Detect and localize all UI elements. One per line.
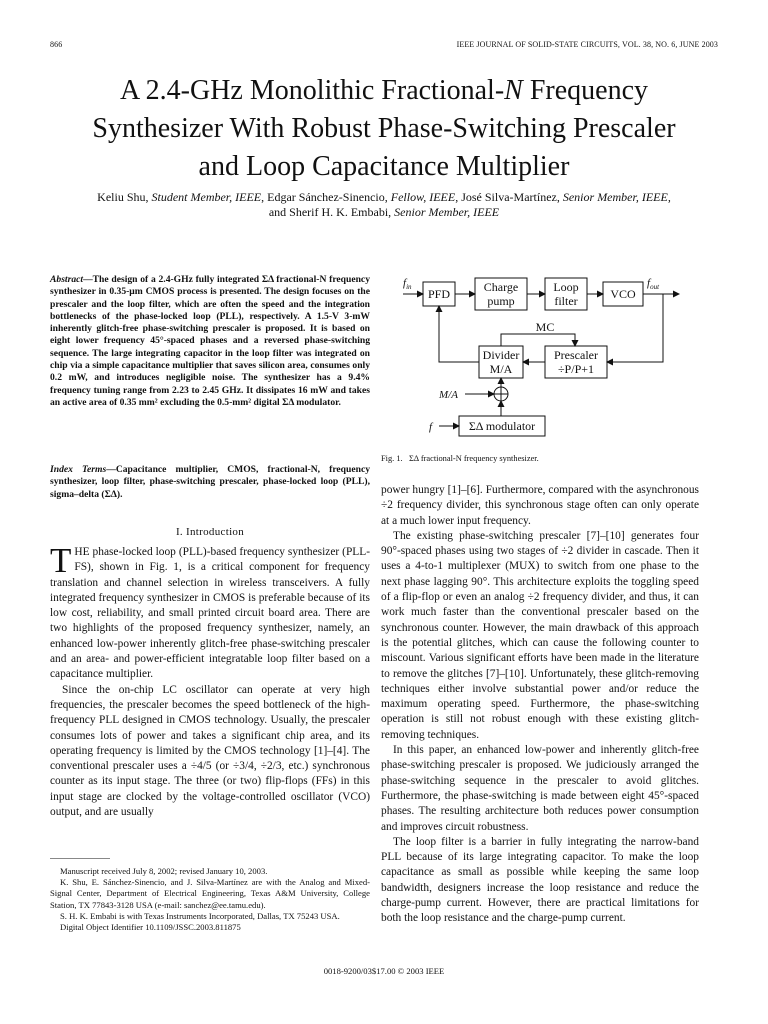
paper-title — [40, 72, 728, 186]
journal-header: IEEE JOURNAL OF SOLID-STATE CIRCUITS, VOL. 38, NO. 6, JUNE 2003 — [456, 40, 718, 49]
index-terms-text: —Capacitance multiplier, CMOS, fractional-N, frequency synthesizer, loop filter, phase-switching prescaler, phase-locked loop (PLL), sigma–delta (ΣΔ). — [50, 464, 370, 500]
pfd-label: PFD — [427, 287, 451, 301]
figure-caption-text: ΣΔ fractional-N frequency synthesizer. — [408, 454, 539, 463]
title-line-3: and Loop Capacitance Multiplier — [198, 151, 570, 182]
f-input-label: f — [429, 421, 433, 433]
abstract-lead: Abstract — [50, 274, 84, 285]
intro-paragraph-2: Since the on-chip LC oscillator can operate at very high frequencies, the prescaler becomes the speed bottleneck of the high-frequency PLL designed in CMOS technology. Usually, the prescaler consumes lots of power and takes a significant chip area, and its operating frequency is limited by the CMOS technology [1]–[4]. The conventional prescaler uses a ÷4/5 (or ÷3/4, ÷2/3, etc.) synchronous counter as its input stage. The three (or two) flip-flops (FFs) in this input stage are clocked by the voltage-controlled oscillator (VCO) output, and are usually — [50, 683, 370, 819]
body-paragraph-proposed: In this paper, an enhanced low-power and inherently glitch-free phase-switching prescaler is proposed. We judiciously arranged the phase-switching sequence in the prescaler to avoid glitches. Furthermore, the phase-switching is made between eight 45°-spaced phases. The resulting architecture both reduces power consumption and improves circuit robustness. — [381, 744, 699, 833]
prescaler-label-2: ÷P/P+1 — [557, 362, 595, 376]
index-terms — [50, 464, 370, 501]
figure-1 — [381, 264, 699, 454]
author-list — [50, 190, 718, 220]
title-line-2: Synthesizer With Robust Phase-Switching Prescaler — [92, 113, 676, 144]
footnote-affiliation-1: K. Shu, E. Sánchez-Sinencio, and J. Silva-Martínez are with the Analog and Mixed-Signal Center, Department of Electrical Engineering, Texas A&M University, College Station, TX 77843-3128 USA (e-mail: sanchez@ee.tamu.edu). — [50, 877, 370, 910]
drop-cap: T — [50, 541, 72, 580]
figure-1-caption — [381, 454, 539, 463]
footnote-affiliation-2: S. H. K. Embabi is with Texas Instruments Incorporated, Dallas, TX 75243 USA. — [60, 910, 340, 921]
ma-label: M/A — [439, 389, 458, 401]
right-column-body — [381, 483, 699, 927]
divider-label-1: Divider — [482, 348, 520, 362]
loop-filter-label-2: filter — [554, 294, 578, 308]
page-number: 866 — [50, 40, 63, 49]
loop-filter-label-1: Loop — [553, 280, 579, 294]
mc-label: MC — [535, 320, 555, 334]
author-line-2: and Sherif H. K. Embabi, Senior Member, IEEE — [268, 205, 500, 219]
body-paragraph-loop-filter: The loop filter is a barrier in fully integrating the narrow-band PLL because of its large integrating capacitor. To make the loop capacitance as small as possible while keeping the same loop bandwidth, designers increase the loop resistance and reduce the charge-pump current. However, there are practical limitations for both the loop resistance and the charge-pump current. — [381, 835, 699, 925]
intro-paragraph-1: THE phase-locked loop (PLL)-based frequency synthesizer (PLL-FS), shown in Fig. 1, is a critical component for frequency translation and channel selection in wireless transceivers. A fully integrated frequency synthesizer in CMOS is preferable because of its low cost, reliability, and small printed circuit board area. There are two highlights of the proposed frequency synthesizer, namely, an enhanced low-power inherently glitch-free phase-switching prescaler and an area- and power-efficient integratable loop filter based on a capacitance multiplier. — [50, 541, 370, 681]
modulator-label: ΣΔ modulator — [468, 419, 536, 433]
body-paragraph-continued: power hungry [1]–[6]. Furthermore, compared with the asynchronous ÷2 frequency divider, this synchronous stage often can only operate at a much lower input frequency. — [381, 484, 699, 527]
prescaler-label-1: Prescaler — [554, 348, 598, 362]
charge-pump-label-1: Charge — [483, 280, 519, 294]
figure-caption-number: Fig. 1. — [381, 454, 403, 463]
footnote-received: Manuscript received July 8, 2002; revised January 10, 2003. — [60, 866, 268, 876]
abstract — [50, 274, 370, 409]
left-column-body — [50, 541, 370, 820]
charge-pump-label-2: pump — [487, 294, 515, 308]
footnotes — [50, 866, 370, 933]
section-heading: I. Introduction — [175, 526, 245, 538]
title-line-1: A 2.4-GHz Monolithic Fractional-N Frequency — [119, 75, 649, 106]
fout-label: $f_{out}$ — [647, 277, 660, 291]
copyright-footer: 0018-9200/03$17.00 © 2003 IEEE — [323, 966, 445, 976]
footnote-doi: Digital Object Identifier 10.1109/JSSC.2003.811875 — [60, 922, 241, 933]
block-diagram — [381, 264, 699, 454]
body-paragraph-existing-prescaler: The existing phase-switching prescaler [7]–[10] generates four 90°-spaced phases using two stages of ÷2 divider in cascade. Then it uses a 4-to-1 multiplexer (MUX) to switch from one phase to the next phase lagging 90°. This architecture exploits the toggling speed of a flip-flop or even an analog ÷2 frequency divider, and thus, it can work much faster than the conventional prescaler based on the synchronous counter. However, the main drawback of this approach is the potential glitches, which can cause the following counter to miscount. Various significant efforts have been made in the literature to remove the glitches [7]–[10]. Unfortunately, these glitch-removing techniques either involve substantial power and/or reduce the maximum operating speed. Furthermore, the phase-switching operation is still not robust enough with these existing glitch-removing techniques. — [381, 529, 699, 741]
divider-label-2: M/A — [489, 362, 513, 376]
author-line-1: Keliu Shu, Student Member, IEEE, Edgar Sánchez-Sinencio, Fellow, IEEE, José Silva-Martínez, Senior Member, IEEE, — [97, 190, 671, 204]
footnote-rule — [50, 858, 110, 859]
abstract-text: —The design of a 2.4-GHz fully integrated ΣΔ fractional-N frequency synthesizer in 0.35-μm CMOS process is presented. The design focuses on the prescaler and the loop filter, which are often the speed and the integration bottlenecks of the phase-locked loop (PLL), respectively. A 1.5-V 3-mW inherently glitch-free phase-switching prescaler is proposed. It is based on eight lower frequency 45°-spaced phases and a reversed phase-switching sequence. The large integrating capacitor in the loop filter was integrated on chip via a simple capacitance multiplier that saves silicon area, consumes only 0.2 mW, and introduces negligible noise. The synthesizer has a 9.4% frequency tuning range from 2.23 to 2.45 GHz. It dissipates 16 mW and takes an active area of 0.35 mm² excluding the 0.5-mm² digital ΣΔ modulator. — [50, 274, 370, 408]
fin-label: $f_{in}$ — [403, 277, 412, 291]
index-terms-lead: Index Terms — [50, 464, 107, 475]
vco-label: VCO — [610, 287, 636, 301]
